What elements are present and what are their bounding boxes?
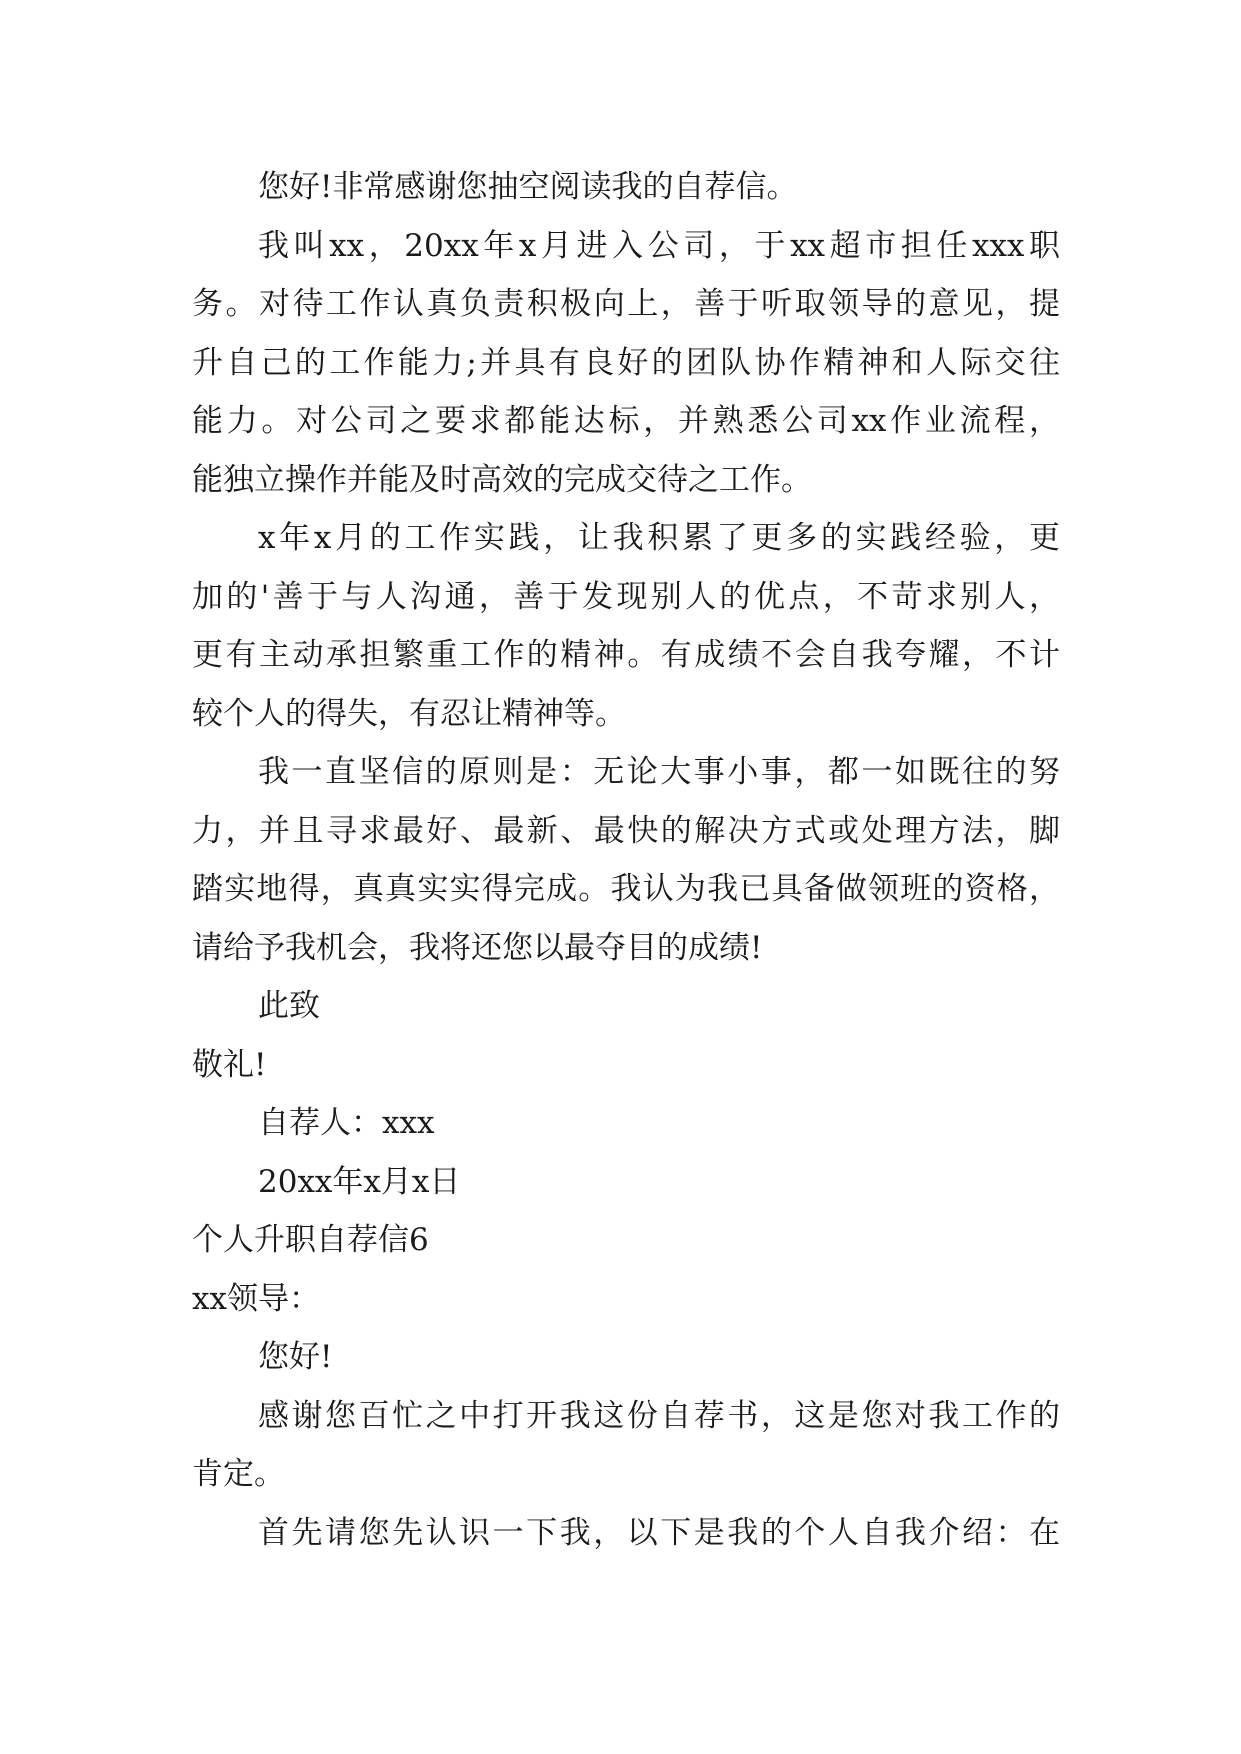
paragraph-3-line: 力，并且寻求最好、最新、最快的解决方式或处理方法，脚 [192,812,1060,849]
paragraph-4-line: 肯定。 [192,1456,285,1492]
signature-date: 20xx年x月x日 [258,1163,461,1200]
paragraph-2-line: 更有主动承担繁重工作的精神。有成绩不会自我夸耀，不计 [192,637,1060,673]
paragraph-2-line: 加的'善于与人沟通，善于发现别人的优点，不苛求别人， [192,578,1060,615]
paragraph-3-line: 踏实地得，真真实实得完成。我认为我已具备做领班的资格， [192,871,1060,907]
paragraph-3-line: 请给予我机会，我将还您以最夺目的成绩! [192,929,763,966]
paragraph-2-line: 较个人的得失，有忍让精神等。 [192,695,626,732]
closing-salutation: 此致 [258,988,320,1024]
recipient-line: xx领导： [192,1280,320,1317]
greeting-line: 您好! [258,1339,333,1375]
paragraph-1-line: 能独立操作并能及时高效的完成交待之工作。 [192,461,812,498]
paragraph-2-line: x年x月的工作实践，让我积累了更多的实践经验，更 [258,520,1060,556]
paragraph-1-line: 能力。对公司之要求都能达标，并熟悉公司xx作业流程， [192,403,1060,439]
paragraph-1-line: 升自己的工作能力;并具有良好的团队协作精神和人际交往 [192,344,1060,381]
signature-name: 自荐人：xxx [258,1105,435,1141]
paragraph-1-line: 务。对待工作认真负责积极向上，善于听取领导的意见，提 [192,286,1060,322]
section-title: 个人升职自荐信6 [192,1222,429,1258]
document-body [192,158,1060,1562]
greeting-line: 您好!非常感谢您抽空阅读我的自荐信。 [258,169,798,205]
paragraph-3-line: 我一直坚信的原则是：无论大事小事，都一如既往的努 [258,754,1060,790]
closing-regards: 敬礼! [192,1046,267,1083]
paragraph-5-line: 首先请您先认识一下我，以下是我的个人自我介绍：在 [258,1514,1060,1551]
paragraph-4-line: 感谢您百忙之中打开我这份自荐书，这是您对我工作的 [258,1397,1060,1434]
paragraph-1-line: 我叫xx，20xx年x月进入公司，于xx超市担任xxx职 [258,227,1060,264]
